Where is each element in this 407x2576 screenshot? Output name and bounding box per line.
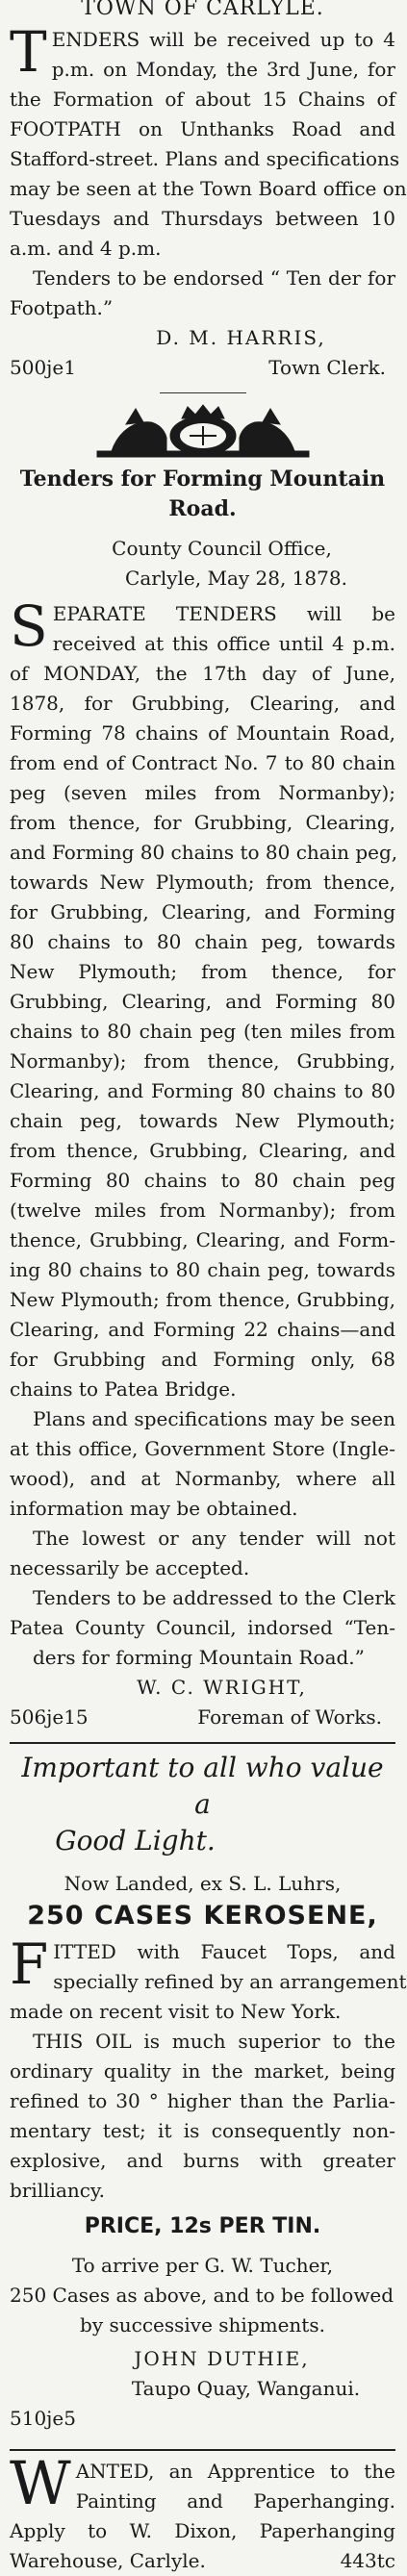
body-line: chains to 80 chain peg (ten miles from	[10, 1020, 395, 1043]
tender-title-line: Tenders for Forming Mountain	[19, 467, 386, 492]
notice-title: TOWN OF CARLYLE.	[81, 0, 324, 20]
body-line: Forming 78 chains of Mountain Road,	[10, 721, 395, 745]
signature-row	[10, 1703, 395, 1732]
body-line: chains to Patea Bridge.	[10, 1377, 237, 1401]
plans-line: Plans and specifications may be seen	[33, 1407, 395, 1430]
body-line: p.m. on Monday, the 3rd June, for	[51, 58, 395, 81]
body-line: Clearing, and Forming 22 chains—and	[10, 1318, 395, 1341]
body-line: Grubbing, Clearing, and Forming 80	[10, 990, 395, 1013]
address-line: ders for forming Mountain Road.”	[33, 1646, 365, 1669]
body-line: New Plymouth; from thence, Grubbing,	[10, 1288, 395, 1311]
body-line: Tuesdays and Thursdays between 10	[10, 207, 395, 230]
body-line: and Forming 80 chains to 80 chain peg,	[10, 841, 398, 864]
body-line: Tenders to be endorsed “ Ten der for	[33, 266, 395, 290]
body-line: Clearing, and Forming 80 chains to 80	[10, 1079, 395, 1102]
body-line: Stafford-street. Plans and specifications	[10, 147, 400, 170]
price-line: PRICE, 12s PER TIN.	[84, 2214, 321, 2238]
signer-title: Foreman of Works.	[197, 1705, 382, 1729]
lowest-line: necessarily be accepted.	[10, 1556, 250, 1579]
oil-line: THIS OIL is much superior to the	[33, 2030, 395, 2053]
body-line: made on recent visit to New York.	[10, 2000, 342, 2023]
body-line: the Formation of about 15 Chains of	[10, 88, 395, 111]
kerosene-advertisement	[10, 1750, 407, 2434]
body-line: a.m. and 4 p.m.	[10, 237, 162, 260]
body-line: ENDERS will be received up to 4	[51, 28, 395, 51]
reference-code: 510je5	[10, 2407, 76, 2430]
product-headline: 250 CASES KEROSENE,	[27, 1901, 378, 1931]
signature-row	[10, 353, 395, 383]
body-line: towards New Plymouth; from thence,	[10, 871, 395, 894]
reference-code: 500je1	[10, 356, 76, 379]
royal-coat-of-arms-icon	[59, 403, 347, 463]
signer-name: W. C. WRIGHT,	[137, 1676, 307, 1699]
drop-cap: S	[10, 593, 48, 659]
body-line: of MONDAY, the 17th day of June,	[10, 662, 395, 685]
arrive-line: To arrive per G. W. Tucher,	[71, 2254, 334, 2277]
oil-line: ordinary quality in the market, being	[10, 2059, 395, 2083]
lowest-line: The lowest or any tender will not	[33, 1527, 395, 1550]
body-line: Footpath.”	[10, 296, 114, 319]
body-line: Forming 80 chains to 80 chain peg	[10, 1169, 395, 1192]
body-line: for Grubbing and Forming only, 68	[10, 1348, 395, 1371]
body-line: EPARATE TENDERS will be	[52, 602, 395, 625]
body-line: Apply to W. Dixon, Paperhanging	[10, 2519, 395, 2542]
drop-cap: F	[10, 1932, 49, 1997]
tender-title-line: Road.	[168, 496, 237, 521]
body-line: chain peg, towards New Plymouth;	[10, 1109, 395, 1132]
plans-line: wood), and at Normanby, where all	[10, 1467, 395, 1490]
body-line: ITTED with Faucet Tops, and	[53, 1940, 395, 1963]
address-line: Tenders to be addressed to the Clerk	[33, 1586, 395, 1609]
mountain-road-tender	[10, 403, 398, 1732]
address-line: Patea County Council, indorsed “Ten-	[10, 1616, 395, 1639]
body-line: FOOTPATH on Unthanks Road and	[10, 117, 395, 140]
divider	[10, 1742, 395, 1744]
signer-address: Taupo Quay, Wanganui.	[131, 2377, 361, 2400]
body-line: may be seen at the Town Board office on	[10, 177, 407, 200]
landed-line: Now Landed, ex S. L. Luhrs,	[64, 1872, 342, 1895]
body-line: peg (seven miles from Normanby);	[10, 781, 395, 804]
signature-row	[10, 2546, 395, 2576]
body-line: ANTED, an Apprentice to the	[75, 2460, 395, 2483]
body-line: New Plymouth; from thence, for	[10, 960, 395, 983]
newspaper-column	[10, 0, 407, 2572]
oil-line: refined to 30 ° higher than the Parlia-	[10, 2089, 395, 2112]
body-line: thence, Grubbing, Clearing, and Form-	[10, 1228, 395, 1251]
oil-line: brilliancy.	[10, 2179, 105, 2202]
drop-cap: T	[10, 19, 47, 85]
body-line: (twelve miles from Normanby); from	[10, 1199, 395, 1222]
arrive-line: by successive shipments.	[80, 2313, 325, 2336]
kerosene-heading-line: Important to all who value a	[21, 1752, 384, 1820]
body-line: received at this office until 4 p.m.	[52, 632, 395, 655]
signer-name: JOHN DUTHIE,	[134, 2347, 310, 2370]
body-line: for Grubbing, Clearing, and Forming	[10, 900, 395, 923]
wanted-apprentice-notice	[10, 2448, 395, 2576]
body-line: from end of Contract No. 7 to 80 chain	[10, 751, 395, 774]
signature-row	[10, 2404, 395, 2434]
drop-cap: W	[10, 2448, 71, 2518]
divider	[160, 392, 246, 393]
tender-title	[10, 465, 395, 524]
arrive-line: 250 Cases as above, and to be followed	[10, 2284, 394, 2307]
signer-name: D. M. HARRIS,	[156, 326, 326, 349]
reference-code: 443tc	[340, 2549, 395, 2572]
plans-line: at this office, Government Store (Ingle-	[10, 1437, 395, 1460]
body-line: Warehouse, Carlyle.	[10, 2549, 206, 2572]
oil-line: explosive, and burns with greater	[10, 2149, 395, 2172]
body-line: from thence, Grubbing, Clearing, and	[10, 1139, 395, 1162]
body-line: 80 chains to 80 chain peg, towards	[10, 930, 395, 953]
office-line: County Council Office,	[112, 537, 332, 560]
reference-code: 506je15	[10, 1705, 89, 1729]
date-line: Carlyle, May 28, 1878.	[125, 567, 347, 590]
body-line: ing 80 chains to 80 chain peg, towards	[10, 1258, 395, 1281]
body-line: specially refined by an arrangement	[53, 1970, 407, 1993]
town-of-carlyle-notice	[10, 0, 407, 383]
plans-line: information may be obtained.	[10, 1497, 298, 1520]
body-line: from thence, for Grubbing, Clearing,	[10, 811, 395, 834]
signer-title: Town Clerk.	[268, 356, 386, 379]
body-line: Normanby); from thence, Grubbing,	[10, 1049, 395, 1073]
kerosene-heading	[10, 1750, 395, 1859]
body-line: Painting and Paperhanging.	[75, 2489, 395, 2513]
kerosene-heading-line: Good Light.	[55, 1825, 216, 1856]
oil-line: mentary test; it is consequently non-	[10, 2119, 395, 2142]
body-line: 1878, for Grubbing, Clearing, and	[10, 692, 395, 715]
